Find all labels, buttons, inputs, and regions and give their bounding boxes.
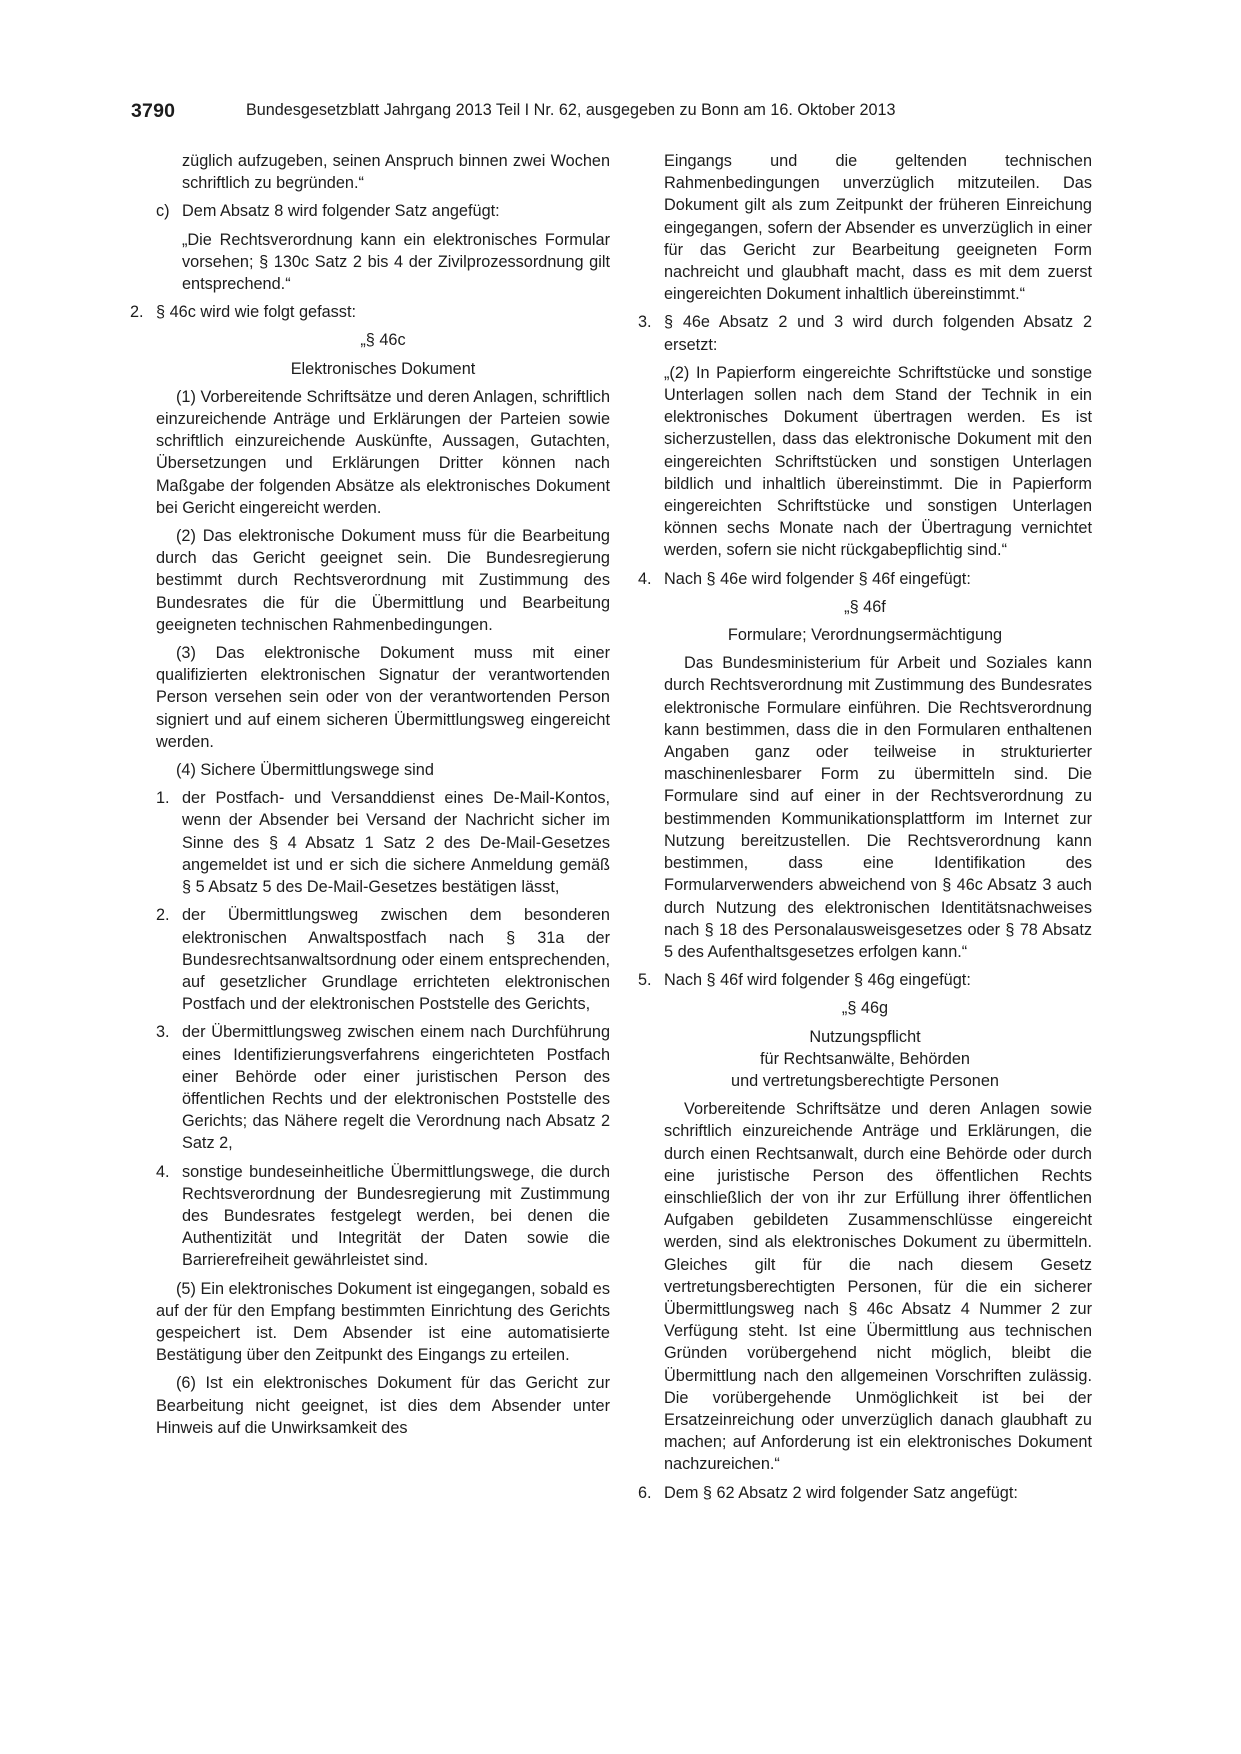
right-column xyxy=(638,150,1092,1510)
page-header xyxy=(131,100,1009,130)
quoted-sentence: „Die Rechtsverordnung kann ein elektronisches Formular vorsehen; § 130c Satz 2 bis 4 der Zivilprozessordnung gilt entsprechend.“ xyxy=(182,230,610,294)
item-number: 2. xyxy=(130,303,144,322)
paragraph-1: (1) Vorbereitende Schriftsätze und deren Anlagen, schriftlich einzureichende Anträge und Erklärungen der Parteien sowie schriftlich einzureichende Auskünfte, Aussagen, Gutachten, Übersetzungen und Erklärungen Dritter können nach Maßgabe der folgenden Absätze als elektronisches Dokument bei Gericht eingereicht werden. xyxy=(156,387,610,517)
list-item xyxy=(156,1161,610,1272)
section-title: Nutzungspflicht xyxy=(809,1027,921,1046)
section-text: Vorbereitende Schriftsätze und deren Anlagen sowie schriftlich einzureichende Anträge und Erklärungen, die durch einen Rechtsanwalt, durch eine Behörde oder durch eine juristische Person des öffentlichen Rechts einschließlich der von ihr zur Erfüllung ihrer öffentlichen Aufgaben gebildeten Zusammenschlüsse eingereicht werden, sind als elektronisches Dokument zu übermitteln. Gleiches gilt für die nach diesem Gesetz vertretungsberechtigten Personen, für die ein sicherer Übermittlungsweg nach § 46c Absatz 4 Nummer 2 zur Verfügung steht. Ist eine Übermittlung aus technischen Gründen vorübergehend nicht möglich, bleibt die Übermittlung nach den allgemeinen Vorschriften zulässig. Die vorübergehende Unmöglichkeit ist bei der Ersatzeinreichung oder unverzüglich danach glaubhaft zu machen; auf Anforderung ist ein elektronisches Dokument nachzureichen.“ xyxy=(664,1100,1092,1474)
quoted-paragraph: „(2) In Papierform eingereichte Schriftstücke und sonstige Unterlagen sollen nach dem Stand der Technik in ein elektronisches Dokument übertragen werden. Es ist sicherzustellen, dass das elektronische Dokument mit den eingereichten Schriftstücken und sonstigen Unterlagen bildlich und inhaltlich übereinstimmt. Die in Papierform eingereichten Schriftstücke und sonstigen Unterlagen können sechs Monate nach der Übertragung vernichtet werden, sofern sie nicht rückgabepflichtig sind.“ xyxy=(664,363,1092,560)
item-number: c) xyxy=(156,202,170,221)
item-text: Nach § 46f wird folgender § 46g eingefügt: xyxy=(664,971,971,990)
item-text: Nach § 46e wird folgender § 46f eingefügt: xyxy=(664,569,971,588)
item-text: § 46e Absatz 2 und 3 wird durch folgenden Absatz 2 ersetzt: xyxy=(664,313,1092,354)
continued-text: Eingangs und die geltenden technischen Rahmenbedingungen unverzüglich mitzuteilen. Das Dokument gilt als zum Zeitpunkt der früheren Einreichung eingegangen, sofern der Absender es unverzüglich in einer für das Gericht zur Bearbeitung geeigneten Form nachreicht und glaubhaft macht, dass es mit dem zuerst eingereichten Dokument inhaltlich übereinstimmt.“ xyxy=(664,152,1092,304)
left-column xyxy=(130,150,610,1445)
list-item-5 xyxy=(638,969,1092,991)
list-item-3 xyxy=(638,311,1092,355)
item-number: 6. xyxy=(638,1483,652,1502)
item-text: sonstige bundeseinheitliche Übermittlungswege, die durch Rechtsverordnung der Bundesregierung mit Zustimmung des Bundesrates festgelegt werden, bei denen die Authentizität und Integrität der Daten sowie die Barrierefreiheit gewährleistet sind. xyxy=(182,1162,610,1270)
running-title: Bundesgesetzblatt Jahrgang 2013 Teil I Nr. 62, ausgegeben zu Bonn am 16. Oktober 2013 xyxy=(246,101,896,119)
list-item-4 xyxy=(638,568,1092,590)
item-number: 2. xyxy=(156,906,170,925)
section-number: „§ 46f xyxy=(844,597,886,616)
section-text: Das Bundesministerium für Arbeit und Soziales kann durch Rechtsverordnung mit Zustimmung des Bundesrates elektronische Formulare einführen. Die Rechtsverordnung kann bestimmen, dass die in den Formularen enthaltenen Angaben ganz oder teilweise in strukturierter maschinenlesbarer Form zu übermitteln sind. Die Formulare sind auf einer in der Rechtsverordnung zu bestimmenden Kommunikationsplattform im Internet zur Nutzung bereitzustellen. Die Rechtsverordnung kann bestimmen, dass eine Identifikation des Formularverwenders abweichend von § 46c Absatz 3 auch durch Nutzung des elektronischen Identitätsnachweises nach § 18 des Personalausweisgesetzes oder § 78 Absatz 5 des Aufenthaltsgesetzes erfolgen kann.“ xyxy=(664,654,1092,961)
item-text: der Postfach- und Versanddienst eines De-Mail-Kontos, wenn der Absender bei Versand der Nachricht sicher im Sinne des § 4 Absatz 1 Satz 2 des De-Mail-Gesetzes angemeldet ist und er sich die sichere Anmeldung gemäß § 5 Absatz 5 des De-Mail-Gesetzes bestätigen lässt, xyxy=(182,789,610,897)
list-item xyxy=(156,904,610,1015)
page-number: 3790 xyxy=(131,100,176,122)
item-text: § 46c wird wie folgt gefasst: xyxy=(156,303,356,322)
paragraph-3: (3) Das elektronische Dokument muss mit einer qualifizierten elektronischen Signatur der verantwortenden Person versehen sein oder von der verantwortenden Person signiert und auf einem sicheren Übermittlungsweg eingereicht werden. xyxy=(156,644,610,751)
section-title: für Rechtsanwälte, Behörden xyxy=(760,1049,970,1068)
paragraph-6: (6) Ist ein elektronisches Dokument für das Gericht zur Bearbeitung nicht geeignet, ist dies dem Absender unter Hinweis auf die Unwirksamkeit des xyxy=(156,1374,610,1437)
paragraph-5: (5) Ein elektronisches Dokument ist eingegangen, sobald es auf der für den Empfang bestimmten Einrichtung des Gerichts gespeichert ist. Dem Absender ist eine automatisierte Bestätigung über den Zeitpunkt des Eingangs zu erteilen. xyxy=(156,1279,610,1365)
list-item xyxy=(156,1021,610,1154)
list-item-6 xyxy=(638,1482,1092,1504)
section-title: Formulare; Verordnungsermächtigung xyxy=(727,626,1003,645)
item-text: der Übermittlungsweg zwischen einem nach Durchführung eines Identifizierungsverfahrens eingerichteten Postfach einer Behörde oder einer juristischen Person des öffentlichen Rechts und der elektronischen Poststelle des Gerichts; das Nähere regelt die Verordnung nach Absatz 2 Satz 2, xyxy=(182,1023,610,1153)
section-number: „§ 46c xyxy=(360,331,406,350)
item-number: 3. xyxy=(638,313,652,332)
item-number: 1. xyxy=(156,789,170,808)
item-number: 4. xyxy=(156,1162,170,1181)
item-number: 5. xyxy=(638,971,652,990)
list-item-c xyxy=(156,200,610,222)
item-text: der Übermittlungsweg zwischen dem besonderen elektronischen Anwaltspostfach nach § 31a der Bundesrechtsanwaltsordnung oder einem entsprechenden, auf gesetzlicher Grundlage errichteten elektronischen Postfach und der elektronischen Poststelle des Gerichts, xyxy=(182,906,610,1014)
section-title: und vertretungsberechtigte Personen xyxy=(731,1071,999,1090)
list-item xyxy=(156,787,610,898)
item-text: Dem § 62 Absatz 2 wird folgender Satz angefügt: xyxy=(664,1483,1018,1502)
continued-text: züglich aufzugeben, seinen Anspruch binnen zwei Wochen schriftlich zu begründen.“ xyxy=(182,152,610,193)
item-text: Dem Absatz 8 wird folgender Satz angefügt: xyxy=(182,202,500,221)
section-number: „§ 46g xyxy=(841,999,889,1018)
item-number: 4. xyxy=(638,569,652,588)
list-item-2 xyxy=(130,301,610,323)
item-number: 3. xyxy=(156,1023,170,1042)
section-title: Elektronisches Dokument xyxy=(290,359,476,378)
paragraph-4: (4) Sichere Übermittlungswege sind xyxy=(176,761,434,780)
paragraph-2: (2) Das elektronische Dokument muss für die Bearbeitung durch das Gericht geeignet sein. Die Bundesregierung bestimmt durch Rechtsverordnung mit Zustimmung des Bundesrates die für die Übermittlung und Bearbeitung geeigneten technischen Rahmenbedingungen. xyxy=(156,527,610,634)
